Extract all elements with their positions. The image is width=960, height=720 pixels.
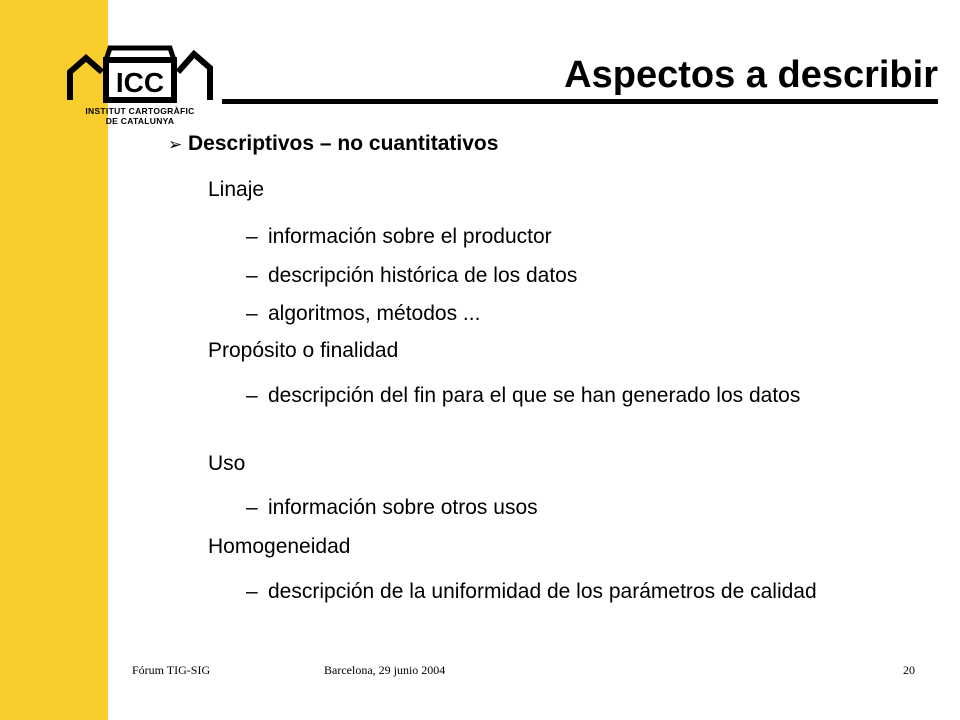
list-item-text: descripción de la uniformidad de los parámetros de calidad [268, 580, 817, 603]
list-item-text: información sobre otros usos [268, 496, 538, 519]
footer-event: Fórum TIG-SIG [132, 663, 211, 677]
main-bullet [168, 132, 498, 156]
list-item [246, 262, 888, 289]
slide-title: Aspectos a describir [564, 54, 938, 96]
list-item [246, 223, 888, 250]
logo-text-line2: DE CATALUNYA [105, 116, 175, 126]
logo-text-line1: INSTITUT CARTOGRÀFIC [85, 106, 195, 116]
dash-marker: – [246, 302, 258, 325]
section-label: Homogeneidad [208, 535, 351, 558]
section-label: Uso [208, 452, 246, 475]
list-item [246, 300, 888, 327]
list-item [246, 494, 888, 521]
list-item-text: información sobre el productor [268, 225, 552, 248]
list-item-text: descripción histórica de los datos [268, 264, 578, 287]
list-item-text: descripción del fin para el que se han generado los datos [268, 384, 801, 407]
list-item-text: algoritmos, métodos ... [268, 302, 481, 325]
section-label: Linaje [208, 178, 265, 201]
list-item [246, 382, 888, 409]
dash-marker: – [246, 496, 258, 519]
icc-building-icon [66, 44, 222, 106]
dash-marker: – [246, 580, 258, 603]
icc-logo [66, 44, 222, 130]
dash-marker: – [246, 384, 258, 407]
title-underline [222, 99, 938, 104]
section-label: Propósito o finalidad [208, 339, 399, 362]
footer-date: Barcelona, 29 junio 2004 [324, 663, 446, 677]
page-number: 20 [903, 663, 915, 677]
dash-marker: – [246, 225, 258, 248]
arrow-bullet-icon: ➢ [168, 135, 183, 154]
dash-marker: – [246, 264, 258, 287]
list-item [246, 578, 888, 605]
svg-text:ICC: ICC [115, 67, 165, 98]
main-bullet-text: Descriptivos – no cuantitativos [188, 132, 499, 155]
